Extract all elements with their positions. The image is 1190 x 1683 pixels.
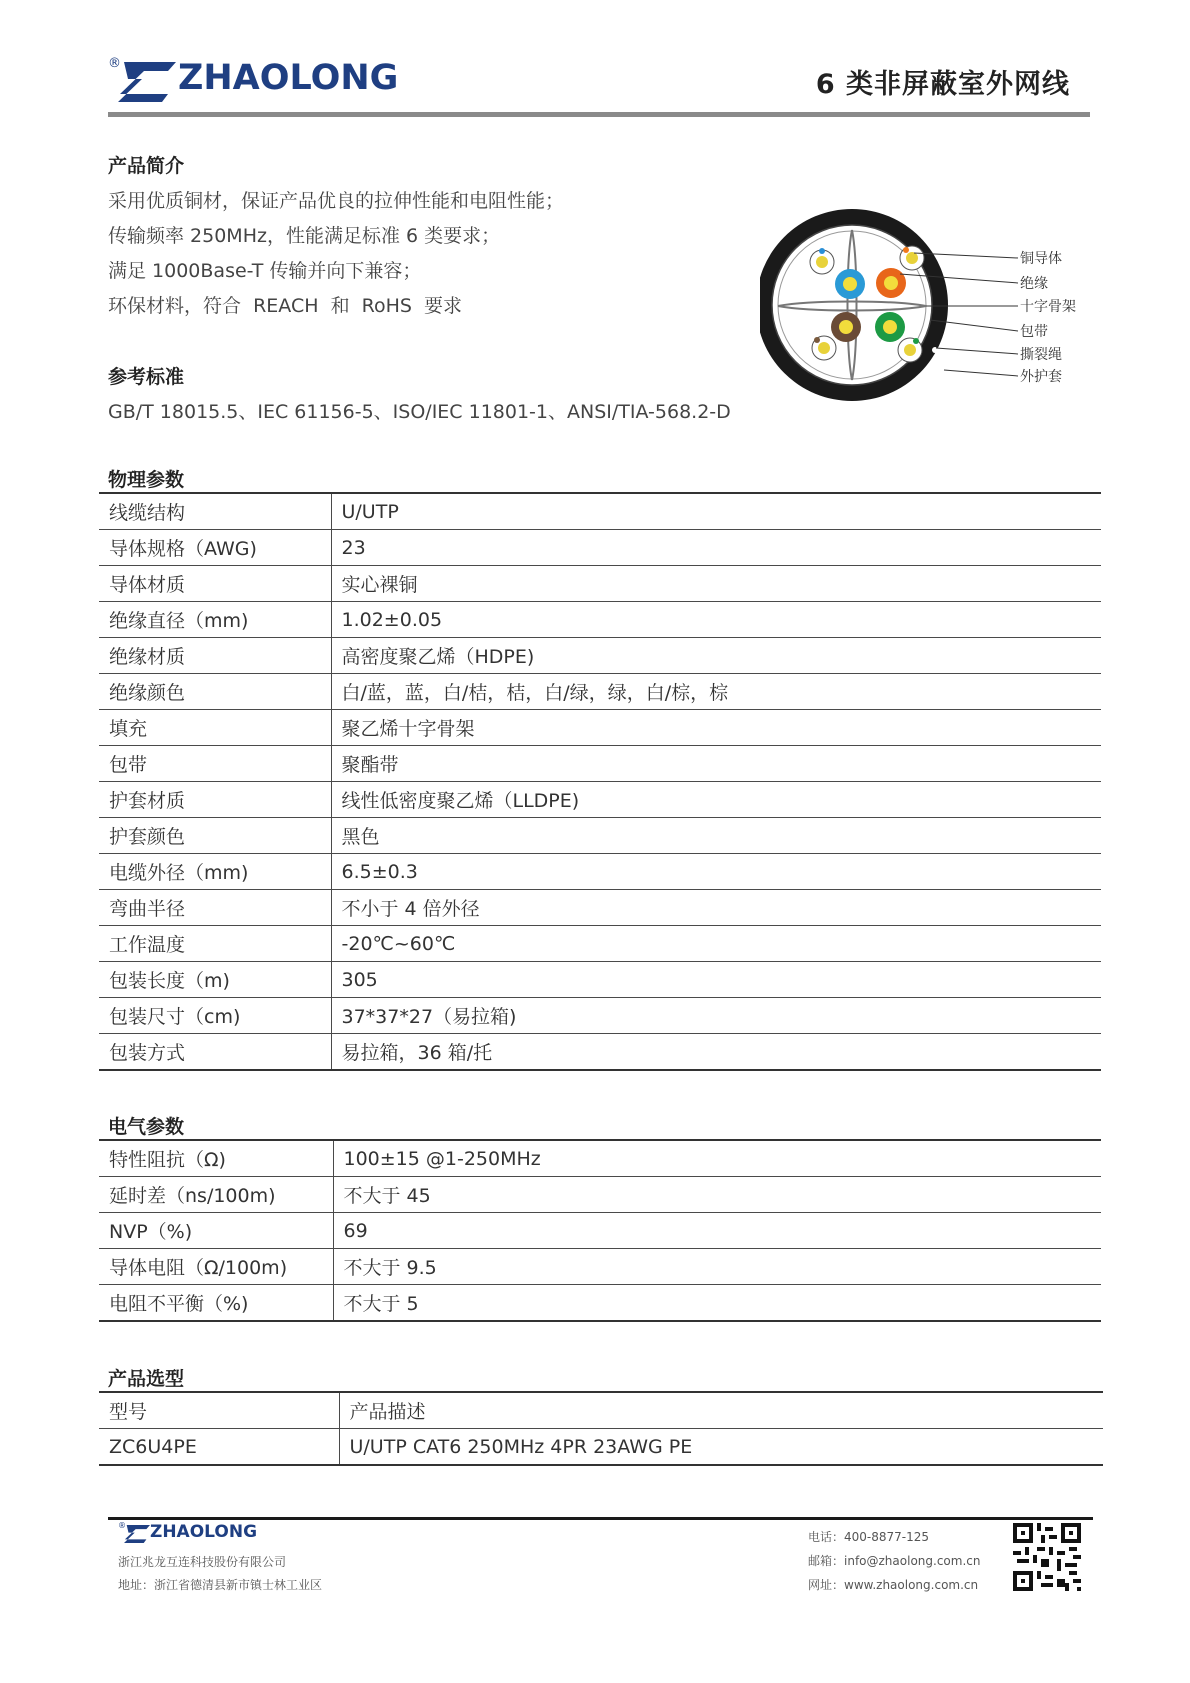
electrical-param-value: 不大于 5 bbox=[333, 1285, 1101, 1322]
intro-line-3: 满足 1000Base-T 传输并向下兼容； bbox=[108, 260, 422, 282]
electrical-param-value: 69 bbox=[333, 1213, 1101, 1249]
physical-row bbox=[99, 782, 1101, 818]
electrical-row bbox=[99, 1177, 1101, 1213]
physical-row bbox=[99, 998, 1101, 1034]
registered-mark: ® bbox=[108, 56, 121, 71]
physical-params-table bbox=[99, 492, 1101, 1071]
footer-registered-mark: ® bbox=[118, 1521, 126, 1530]
physical-param-name: 绝缘颜色 bbox=[99, 674, 331, 710]
standards-title: 参考标准 bbox=[108, 366, 185, 388]
electrical-param-name: NVP（%) bbox=[99, 1213, 333, 1249]
physical-param-value: 23 bbox=[331, 530, 1101, 566]
physical-param-value: 1.02±0.05 bbox=[331, 602, 1101, 638]
physical-row bbox=[99, 1034, 1101, 1071]
physical-param-name: 包装方式 bbox=[99, 1034, 331, 1071]
physical-param-name: 导体规格（AWG) bbox=[99, 530, 331, 566]
label-insulation: 绝缘 bbox=[1020, 276, 1048, 292]
physical-param-value: 实心裸铜 bbox=[331, 566, 1101, 602]
physical-param-name: 绝缘直径（mm) bbox=[99, 602, 331, 638]
electrical-row bbox=[99, 1140, 1101, 1177]
physical-row bbox=[99, 890, 1101, 926]
brand-logo bbox=[108, 56, 418, 104]
physical-param-value: 不小于 4 倍外径 bbox=[331, 890, 1101, 926]
model-param-value: 产品描述 bbox=[339, 1392, 1103, 1429]
footer-divider bbox=[108, 1517, 1093, 1520]
model-param-name: ZC6U4PE bbox=[99, 1429, 339, 1466]
physical-param-name: 填充 bbox=[99, 710, 331, 746]
physical-row bbox=[99, 854, 1101, 890]
electrical-param-value: 不大于 45 bbox=[333, 1177, 1101, 1213]
physical-param-name: 导体材质 bbox=[99, 566, 331, 602]
model-param-value: U/UTP CAT6 250MHz 4PR 23AWG PE bbox=[339, 1429, 1103, 1466]
header-divider bbox=[108, 112, 1090, 117]
physical-title: 物理参数 bbox=[108, 469, 185, 491]
physical-param-name: 包带 bbox=[99, 746, 331, 782]
logo-z-icon bbox=[118, 62, 176, 102]
physical-param-name: 绝缘材质 bbox=[99, 638, 331, 674]
physical-param-value: 线性低密度聚乙烯（LLDPE) bbox=[331, 782, 1101, 818]
footer-company: 浙江兆龙互连科技股份有限公司 bbox=[118, 1555, 287, 1569]
physical-row bbox=[99, 530, 1101, 566]
physical-row bbox=[99, 746, 1101, 782]
physical-param-value: U/UTP bbox=[331, 493, 1101, 530]
physical-param-name: 护套颜色 bbox=[99, 818, 331, 854]
electrical-param-value: 100±15 @1-250MHz bbox=[333, 1140, 1101, 1177]
physical-row bbox=[99, 638, 1101, 674]
electrical-param-name: 电阻不平衡（%) bbox=[99, 1285, 333, 1322]
electrical-params-table bbox=[99, 1139, 1101, 1322]
intro-line-1: 采用优质铜材，保证产品优良的拉伸性能和电阻性能； bbox=[108, 190, 565, 212]
physical-param-name: 护套材质 bbox=[99, 782, 331, 818]
intro-title: 产品简介 bbox=[108, 155, 185, 177]
model-row bbox=[99, 1392, 1103, 1429]
physical-row bbox=[99, 674, 1101, 710]
document-title: 6 类非屏蔽室外网线 bbox=[815, 69, 1070, 100]
physical-row bbox=[99, 493, 1101, 530]
physical-param-name: 包装尺寸（cm) bbox=[99, 998, 331, 1034]
physical-param-value: -20℃~60℃ bbox=[331, 926, 1101, 962]
intro-line-2: 传输频率 250MHz，性能满足标准 6 类要求； bbox=[108, 225, 501, 247]
physical-param-value: 黑色 bbox=[331, 818, 1101, 854]
model-title: 产品选型 bbox=[108, 1368, 185, 1390]
physical-param-value: 白/蓝，蓝，白/桔，桔，白/绿，绿，白/棕，棕 bbox=[331, 674, 1101, 710]
model-table bbox=[99, 1391, 1103, 1466]
label-ripcord: 撕裂绳 bbox=[1020, 347, 1062, 363]
footer-logo-z-icon bbox=[124, 1525, 150, 1543]
footer-email: 邮箱：info@zhaolong.com.cn bbox=[808, 1554, 981, 1568]
brand-name: ZHAOLONG bbox=[178, 58, 399, 98]
footer-address: 地址：浙江省德清县新市镇士林工业区 bbox=[118, 1578, 323, 1592]
physical-row bbox=[99, 926, 1101, 962]
physical-param-value: 聚乙烯十字骨架 bbox=[331, 710, 1101, 746]
electrical-title: 电气参数 bbox=[108, 1116, 185, 1138]
physical-param-name: 电缆外径（mm) bbox=[99, 854, 331, 890]
physical-param-value: 305 bbox=[331, 962, 1101, 998]
physical-row bbox=[99, 818, 1101, 854]
physical-param-value: 37*37*27（易拉箱) bbox=[331, 998, 1101, 1034]
footer-logo bbox=[118, 1521, 258, 1545]
physical-row bbox=[99, 710, 1101, 746]
cable-cross-section-diagram bbox=[760, 200, 1090, 420]
footer-brand-name: ZHAOLONG bbox=[150, 1522, 258, 1542]
label-copper-conductor: 铜导体 bbox=[1020, 251, 1062, 267]
physical-row bbox=[99, 962, 1101, 998]
label-outer-jacket: 外护套 bbox=[1020, 369, 1062, 385]
electrical-row bbox=[99, 1285, 1101, 1322]
physical-param-name: 弯曲半径 bbox=[99, 890, 331, 926]
physical-param-value: 高密度聚乙烯（HDPE) bbox=[331, 638, 1101, 674]
physical-param-name: 工作温度 bbox=[99, 926, 331, 962]
label-tape: 包带 bbox=[1020, 324, 1048, 340]
physical-row bbox=[99, 566, 1101, 602]
electrical-row bbox=[99, 1249, 1101, 1285]
electrical-param-name: 导体电阻（Ω/100m) bbox=[99, 1249, 333, 1285]
physical-param-name: 线缆结构 bbox=[99, 493, 331, 530]
intro-line-4: 环保材料，符合 REACH 和 RoHS 要求 bbox=[108, 295, 463, 317]
electrical-row bbox=[99, 1213, 1101, 1249]
model-param-name: 型号 bbox=[99, 1392, 339, 1429]
footer-phone: 电话：400-8877-125 bbox=[808, 1530, 930, 1544]
label-cross-filler: 十字骨架 bbox=[1020, 299, 1076, 315]
electrical-param-name: 延时差（ns/100m) bbox=[99, 1177, 333, 1213]
physical-param-value: 聚酯带 bbox=[331, 746, 1101, 782]
physical-param-value: 易拉箱，36 箱/托 bbox=[331, 1034, 1101, 1071]
physical-param-name: 包装长度（m) bbox=[99, 962, 331, 998]
physical-param-value: 6.5±0.3 bbox=[331, 854, 1101, 890]
electrical-param-value: 不大于 9.5 bbox=[333, 1249, 1101, 1285]
physical-row bbox=[99, 602, 1101, 638]
footer-web: 网址：www.zhaolong.com.cn bbox=[808, 1578, 979, 1592]
standards-text: GB/T 18015.5、IEC 61156-5、ISO/IEC 11801-1、ANSI/TIA-568.2-D bbox=[108, 401, 731, 423]
qr-code-icon bbox=[1013, 1523, 1081, 1591]
electrical-param-name: 特性阻抗（Ω) bbox=[99, 1140, 333, 1177]
model-row bbox=[99, 1429, 1103, 1466]
